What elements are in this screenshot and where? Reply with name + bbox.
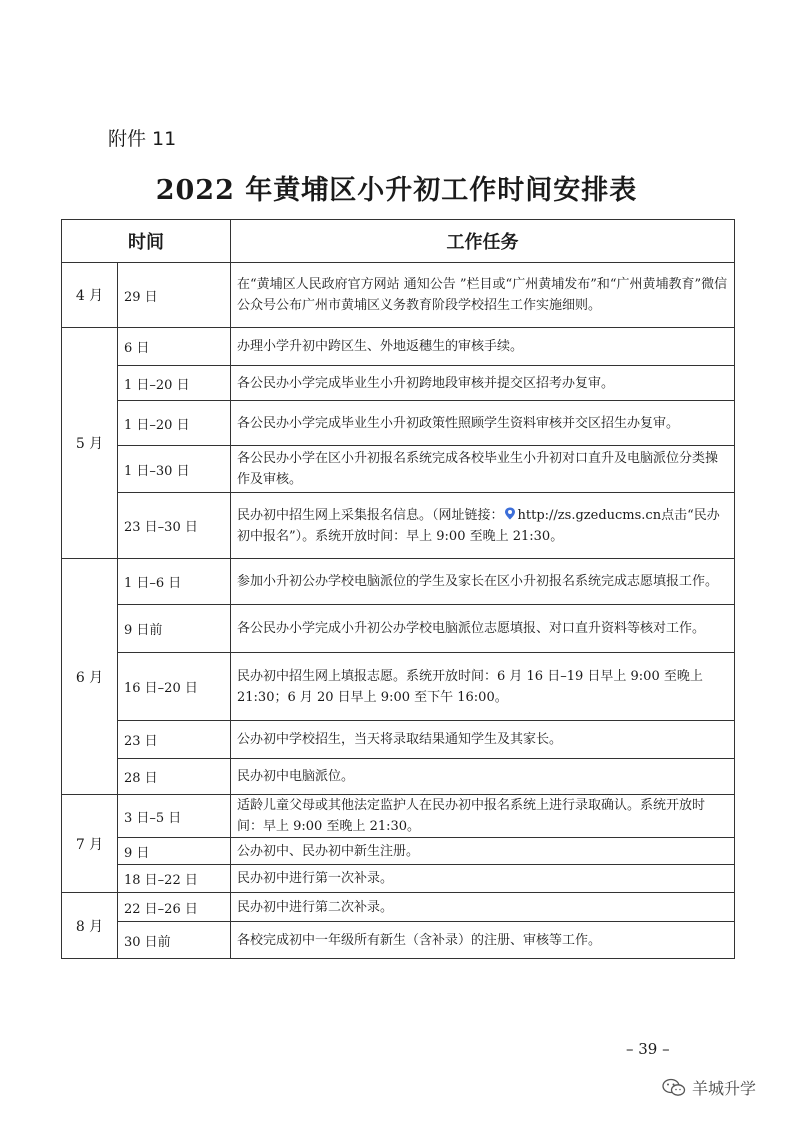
header-time: 时间 bbox=[62, 220, 231, 263]
day-cell: 29 日 bbox=[118, 263, 231, 328]
day-cell: 23 日–30 日 bbox=[118, 493, 231, 559]
task-cell: 各校完成初中一年级所有新生（含补录）的注册、审核等工作。 bbox=[231, 922, 735, 959]
watermark bbox=[662, 1076, 756, 1099]
task-cell: 适龄儿童父母或其他法定监护人在民办初中报名系统上进行录取确认。系统开放时间：早上 9:00 至晚上 21:30。 bbox=[231, 795, 735, 838]
page-title: 2022 年黄埔区小升初工作时间安排表 bbox=[155, 175, 638, 206]
table-row bbox=[62, 328, 735, 366]
month-cell: 4 月 bbox=[62, 263, 118, 328]
day-cell: 1 日–6 日 bbox=[118, 559, 231, 605]
task-cell: 参加小升初公办学校电脑派位的学生及家长在区小升初报名系统完成志愿填报工作。 bbox=[231, 559, 735, 605]
task-cell: 民办初中进行第二次补录。 bbox=[231, 893, 735, 922]
task-cell: 办理小学升初中跨区生、外地返穗生的审核手续。 bbox=[231, 328, 735, 366]
table-row bbox=[62, 838, 735, 865]
table-row bbox=[62, 893, 735, 922]
day-cell: 28 日 bbox=[118, 759, 231, 795]
table-row bbox=[62, 795, 735, 838]
task-text: 民办初中招生网上采集报名信息。（网址链接： bbox=[237, 507, 504, 523]
task-cell: 各公民办小学在区小升初报名系统完成各校毕业生小升初对口直升及电脑派位分类操作及审核。 bbox=[231, 446, 735, 493]
task-cell: 在“黄埔区人民政府官方网站 通知公告 ”栏目或“广州黄埔发布”和“广州黄埔教育”微信公众号公布广州市黄埔区义务教育阶段学校招生工作实施细则。 bbox=[231, 263, 735, 328]
task-cell: 民办初中招生网上填报志愿。系统开放时间：6 月 16 日–19 日早上 9:00 至晚上 21:30；6 月 20 日早上 9:00 至下午 16:00。 bbox=[231, 653, 735, 721]
table-header-row bbox=[62, 220, 735, 263]
day-cell: 1 日–30 日 bbox=[118, 446, 231, 493]
table-row bbox=[62, 559, 735, 605]
location-pin-icon bbox=[504, 507, 516, 520]
day-cell: 1 日–20 日 bbox=[118, 366, 231, 401]
task-cell: 公办初中、民办初中新生注册。 bbox=[231, 838, 735, 865]
month-cell: 5 月 bbox=[62, 328, 118, 559]
table-row bbox=[62, 922, 735, 959]
registration-link[interactable]: http://zs.gzeducms.cn bbox=[517, 507, 662, 523]
table-row bbox=[62, 759, 735, 795]
day-cell: 3 日–5 日 bbox=[118, 795, 231, 838]
table-row bbox=[62, 865, 735, 893]
task-cell: 各公民办小学完成小升初公办学校电脑派位志愿填报、对口直升资料等核对工作。 bbox=[231, 605, 735, 653]
task-cell: 民办初中电脑派位。 bbox=[231, 759, 735, 795]
month-cell: 8 月 bbox=[62, 893, 118, 959]
table-row bbox=[62, 263, 735, 328]
month-cell: 6 月 bbox=[62, 559, 118, 795]
day-cell: 9 日前 bbox=[118, 605, 231, 653]
day-cell: 18 日–22 日 bbox=[118, 865, 231, 893]
day-cell: 6 日 bbox=[118, 328, 231, 366]
schedule-table bbox=[61, 219, 735, 959]
task-cell: 各公民办小学完成毕业生小升初政策性照顾学生资料审核并交区招生办复审。 bbox=[231, 401, 735, 446]
day-cell: 16 日–20 日 bbox=[118, 653, 231, 721]
table-row bbox=[62, 493, 735, 559]
table-row bbox=[62, 605, 735, 653]
watermark-text: 羊城升学 bbox=[692, 1079, 757, 1098]
table-row bbox=[62, 446, 735, 493]
task-cell: 民办初中进行第一次补录。 bbox=[231, 865, 735, 893]
wechat-icon bbox=[662, 1078, 686, 1098]
table-row bbox=[62, 721, 735, 759]
attachment-label: 附件 11 bbox=[108, 128, 177, 150]
day-cell: 30 日前 bbox=[118, 922, 231, 959]
task-cell: 公办初中学校招生，当天将录取结果通知学生及其家长。 bbox=[231, 721, 735, 759]
table-row bbox=[62, 366, 735, 401]
header-task: 工作任务 bbox=[231, 220, 735, 263]
table-row bbox=[62, 401, 735, 446]
task-text: 点击“民办初中报名”）。系统开放时间：早上 9:00 至晚上 21:30。 bbox=[237, 507, 720, 544]
day-cell: 1 日–20 日 bbox=[118, 401, 231, 446]
day-cell: 9 日 bbox=[118, 838, 231, 865]
day-cell: 23 日 bbox=[118, 721, 231, 759]
table-row bbox=[62, 653, 735, 721]
day-cell: 22 日–26 日 bbox=[118, 893, 231, 922]
month-cell: 7 月 bbox=[62, 795, 118, 893]
page-number: – 39 – bbox=[626, 1040, 670, 1058]
task-cell bbox=[231, 493, 735, 559]
task-cell: 各公民办小学完成毕业生小升初跨地段审核并提交区招考办复审。 bbox=[231, 366, 735, 401]
